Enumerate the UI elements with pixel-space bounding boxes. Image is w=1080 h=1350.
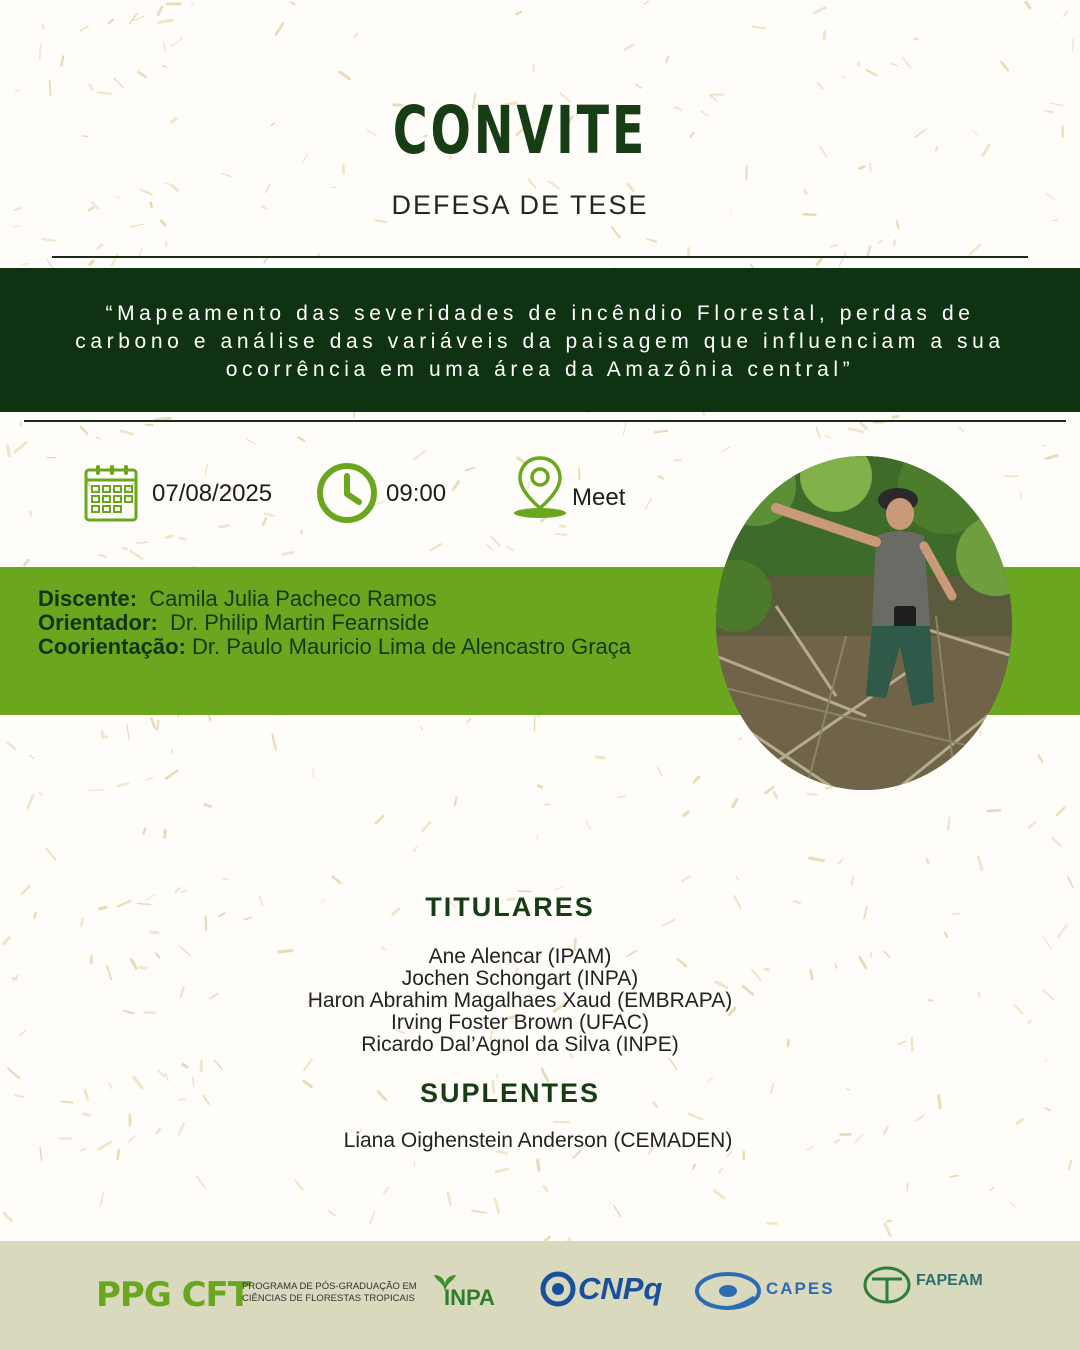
speckle <box>430 544 441 551</box>
speckle <box>818 83 823 89</box>
speckle <box>659 476 663 478</box>
speckle <box>867 70 877 75</box>
thesis-title-line: “Mapeamento das severidades de incêndio Florestal, perdas de <box>105 302 975 325</box>
people-list <box>38 587 678 659</box>
student-label: Discente: <box>38 586 138 611</box>
speckle <box>814 8 825 13</box>
speckle <box>453 482 459 490</box>
speckle <box>82 136 87 137</box>
speckle <box>158 7 162 14</box>
speckle <box>893 416 898 417</box>
speckle <box>43 25 44 29</box>
page-subtitle: DEFESA DE TESE <box>391 190 649 220</box>
speckle <box>807 794 817 795</box>
speckle <box>644 1 648 4</box>
suplentes-list <box>0 1130 1076 1152</box>
footer-logos <box>0 1241 1080 1350</box>
capes-mark-icon <box>694 1267 764 1313</box>
speckle <box>879 240 882 243</box>
speckle <box>768 1223 777 1224</box>
speckle <box>3 938 9 944</box>
titulares-heading: TITULARES <box>425 892 595 922</box>
speckle <box>104 736 107 737</box>
speckle <box>282 552 293 554</box>
speckle <box>354 34 357 37</box>
speckle <box>81 427 87 433</box>
speckle <box>950 1175 957 1176</box>
speckle <box>221 173 231 176</box>
thesis-title-band <box>0 268 1080 412</box>
suplentes-heading: SUPLENTES <box>419 1078 601 1108</box>
ppgcft-logo: PPG CFT <box>96 1275 250 1315</box>
list-item: Irving Foster Brown (UFAC) <box>391 1011 649 1034</box>
speckle <box>247 439 256 444</box>
speckle <box>537 834 538 840</box>
list-item: Haron Abrahim Magalhaes Xaud (EMBRAPA) <box>307 989 733 1012</box>
speckle <box>143 828 145 834</box>
speckle <box>586 821 591 829</box>
speckle <box>304 1059 312 1070</box>
speckle <box>1017 1119 1022 1123</box>
speckle <box>722 447 730 452</box>
speckle <box>549 182 559 189</box>
speckle <box>147 777 152 779</box>
speckle <box>118 783 128 785</box>
speckle <box>1046 111 1053 112</box>
speckle <box>897 221 899 228</box>
thesis-title-line: carbono e análise das variáveis da paisagem que influenciam a sua <box>75 330 1005 353</box>
forest-photo-illustration <box>716 456 1012 790</box>
speckle <box>903 58 910 68</box>
speckle <box>121 431 132 434</box>
speckle <box>674 460 681 461</box>
coadvisor-line <box>38 635 678 659</box>
speckle <box>157 721 158 730</box>
speckle <box>40 44 41 59</box>
student-name: Camila Julia Pacheco Ramos <box>149 586 437 611</box>
speckle <box>1010 1203 1016 1207</box>
speckle <box>658 768 662 775</box>
speckle <box>1072 38 1073 51</box>
speckle <box>852 878 854 884</box>
speckle <box>1043 990 1054 999</box>
speckle <box>30 512 31 516</box>
cnpq-logo: CNPq <box>578 1271 663 1306</box>
speckle <box>384 1187 388 1193</box>
speckle <box>89 790 104 791</box>
speckle <box>516 12 520 15</box>
speckle <box>1064 11 1068 16</box>
speckle <box>370 1212 374 1224</box>
speckle <box>183 1065 187 1067</box>
speckle <box>109 20 113 23</box>
speckle <box>816 427 819 437</box>
speckle <box>868 246 871 256</box>
speckle <box>1026 2 1030 8</box>
speckle <box>24 560 28 565</box>
speckle <box>265 513 275 515</box>
speckle <box>774 793 777 799</box>
advisor-label: Orientador: <box>38 610 158 635</box>
speckle <box>272 735 275 750</box>
location-pin-icon <box>512 454 568 520</box>
speckle <box>15 443 27 452</box>
speckle <box>46 848 55 860</box>
speckle <box>163 66 167 68</box>
speckle <box>625 45 633 50</box>
speckle <box>22 264 28 265</box>
calendar-icon <box>84 464 140 524</box>
speckle <box>495 1199 499 1212</box>
speckle <box>689 1114 702 1119</box>
clock-icon <box>316 462 378 524</box>
speckle <box>39 792 42 795</box>
speckle <box>491 537 499 546</box>
speckle <box>1001 62 1008 70</box>
fapeam-mark-icon <box>862 1265 912 1307</box>
coadvisor-name: Dr. Paulo Mauricio Lima de Alencastro Graça <box>192 634 632 659</box>
speckle <box>978 857 982 870</box>
speckle <box>205 804 211 806</box>
event-time: 09:00 <box>386 480 447 507</box>
speckle <box>61 56 63 65</box>
speckle <box>719 1169 722 1173</box>
speckle <box>945 933 947 937</box>
speckle <box>15 90 19 91</box>
speckle <box>191 3 193 5</box>
speckle <box>98 245 102 248</box>
speckle <box>623 422 626 435</box>
advisor-name: Dr. Philip Martin Fearnside <box>170 610 430 635</box>
speckle <box>914 39 917 40</box>
speckle <box>172 38 183 46</box>
speckle <box>205 465 207 477</box>
speckle <box>223 879 229 880</box>
thesis-title <box>30 300 1050 384</box>
speckle <box>127 725 129 739</box>
speckle <box>655 431 668 433</box>
speckle <box>291 2 295 5</box>
speckle <box>646 498 652 509</box>
speckle <box>1046 194 1054 199</box>
speckle <box>538 1160 539 1170</box>
speckle <box>139 72 146 77</box>
speckle <box>340 72 349 79</box>
student-line <box>38 587 678 611</box>
speckle <box>560 526 565 527</box>
speckle <box>736 877 738 879</box>
speckle <box>842 76 845 78</box>
speckle <box>765 787 773 793</box>
speckle <box>42 239 55 241</box>
speckle <box>831 245 838 247</box>
speckle <box>1046 455 1057 458</box>
speckle <box>422 822 430 831</box>
speckle <box>917 1115 924 1120</box>
capes-logo: CAPES <box>766 1279 835 1298</box>
list-item: Jochen Schongart (INPA) <box>401 967 639 990</box>
advisor-line <box>38 611 678 635</box>
speckle <box>1050 103 1063 106</box>
speckle <box>166 771 177 779</box>
speckle <box>1044 1060 1047 1062</box>
speckle <box>114 78 123 87</box>
thesis-title-line: ocorrência em uma área da Amazônia central” <box>225 358 855 381</box>
speckle <box>936 147 938 150</box>
cnpq-mark-icon <box>538 1269 578 1309</box>
speckle <box>8 743 16 749</box>
fapeam-logo: FAPEAM <box>916 1272 983 1289</box>
speckle <box>849 429 863 432</box>
speckle <box>164 42 165 51</box>
speckle <box>80 26 88 31</box>
speckle <box>666 57 668 62</box>
titulares-list <box>0 946 1040 1056</box>
speckle <box>727 1152 731 1156</box>
speckle <box>529 180 536 188</box>
speckle <box>301 531 302 534</box>
speckle <box>694 777 699 782</box>
list-item: Ricardo Dal’Agnol da Silva (INPE) <box>361 1033 679 1056</box>
speckle <box>99 555 106 557</box>
speckle <box>414 847 416 852</box>
speckle <box>1039 755 1042 761</box>
speckle <box>948 818 950 830</box>
speckle <box>131 224 143 227</box>
speckle <box>30 755 33 758</box>
speckle <box>146 425 153 426</box>
speckle <box>1057 808 1064 815</box>
speckle <box>752 26 765 28</box>
speckle <box>810 858 824 861</box>
speckle <box>669 1059 677 1070</box>
speckle <box>487 545 492 549</box>
list-item: Ane Alencar (IPAM) <box>428 945 612 968</box>
speckle <box>636 85 641 88</box>
speckle <box>161 221 164 225</box>
speckle <box>858 62 859 65</box>
speckle <box>137 542 148 543</box>
speckle <box>597 757 604 758</box>
speckle <box>839 253 845 266</box>
speckle <box>556 534 567 535</box>
speckle <box>1069 1160 1071 1169</box>
speckle <box>507 547 514 550</box>
speckle <box>165 183 172 185</box>
speckle <box>130 551 142 559</box>
divider <box>24 420 1066 422</box>
speckle <box>826 788 831 789</box>
speckle <box>90 261 93 265</box>
speckle <box>28 795 33 808</box>
speckle <box>140 248 142 255</box>
speckle <box>84 1114 89 1115</box>
speckle <box>329 1211 335 1215</box>
speckle <box>861 423 866 428</box>
speckle <box>733 799 737 806</box>
speckle <box>1043 937 1051 950</box>
event-date: 07/08/2025 <box>152 480 273 507</box>
speckle <box>817 259 821 265</box>
speckle <box>165 830 166 837</box>
event-location: Meet <box>572 484 626 511</box>
speckle <box>420 726 423 730</box>
speckle <box>988 810 1000 811</box>
speckle <box>472 1211 486 1213</box>
speckle <box>448 1193 450 1204</box>
speckle <box>647 239 656 242</box>
speckle <box>298 437 304 440</box>
speckle <box>98 92 111 93</box>
divider <box>52 256 1028 258</box>
speckle <box>885 1224 890 1236</box>
speckle <box>891 64 897 66</box>
speckle <box>8 446 10 456</box>
speckle <box>544 1187 547 1191</box>
speckle <box>376 816 383 823</box>
speckle <box>90 85 93 89</box>
speckle <box>466 468 475 471</box>
speckle <box>197 1176 205 1187</box>
ppgcft-caption-line: PROGRAMA DE PÓS-GRADUAÇÃO EM <box>242 1281 417 1292</box>
speckle <box>839 859 843 863</box>
speckle <box>214 1061 222 1069</box>
speckle <box>220 526 229 527</box>
speckle <box>158 1071 165 1077</box>
speckle <box>166 536 172 538</box>
speckle <box>1068 877 1073 887</box>
speckle <box>159 20 171 22</box>
speckle <box>684 812 688 815</box>
speckle <box>1059 925 1067 936</box>
speckle <box>538 786 541 787</box>
speckle <box>614 1205 621 1216</box>
speckle <box>1020 492 1021 498</box>
speckle <box>825 435 831 437</box>
speckle <box>333 877 340 883</box>
speckle <box>151 718 154 728</box>
speckle <box>8 1069 19 1078</box>
speckle <box>50 81 51 95</box>
speckle <box>179 538 185 539</box>
speckle <box>612 227 620 237</box>
ppgcft-caption-line: CIÊNCIAS DE FLORESTAS TROPICAIS <box>242 1293 415 1304</box>
speckle <box>414 451 425 460</box>
speckle <box>1029 822 1036 827</box>
speckle <box>970 245 980 255</box>
speckle <box>467 719 470 722</box>
speckle <box>295 1180 302 1190</box>
speckle <box>693 1165 695 1169</box>
speckle <box>927 859 929 864</box>
speckle <box>100 1193 103 1206</box>
speckle <box>915 129 927 137</box>
ppgcft-caption <box>242 1281 417 1305</box>
speckle <box>618 796 626 798</box>
coadvisor-label: Coorientação: <box>38 634 186 659</box>
speckle <box>990 1187 993 1190</box>
speckle <box>983 145 989 155</box>
speckle <box>276 24 283 35</box>
list-item: Liana Oighenstein Anderson (CEMADEN) <box>343 1129 733 1152</box>
speckle <box>263 519 266 525</box>
speckle <box>1052 838 1061 846</box>
speckle <box>4 1213 11 1220</box>
speckle <box>714 1190 724 1198</box>
speckle <box>496 1169 508 1172</box>
inpa-logo: INPA <box>444 1285 495 1310</box>
student-photo <box>716 456 1012 790</box>
speckle <box>824 32 825 40</box>
speckle <box>1046 1108 1051 1111</box>
speckle <box>130 13 138 23</box>
speckle <box>972 130 978 135</box>
speckle <box>455 797 457 806</box>
speckle <box>97 437 101 439</box>
speckle <box>739 738 742 740</box>
speckle <box>959 427 963 431</box>
page-title: CONVITE <box>392 92 648 169</box>
speckle <box>682 876 690 881</box>
speckle <box>554 886 563 890</box>
